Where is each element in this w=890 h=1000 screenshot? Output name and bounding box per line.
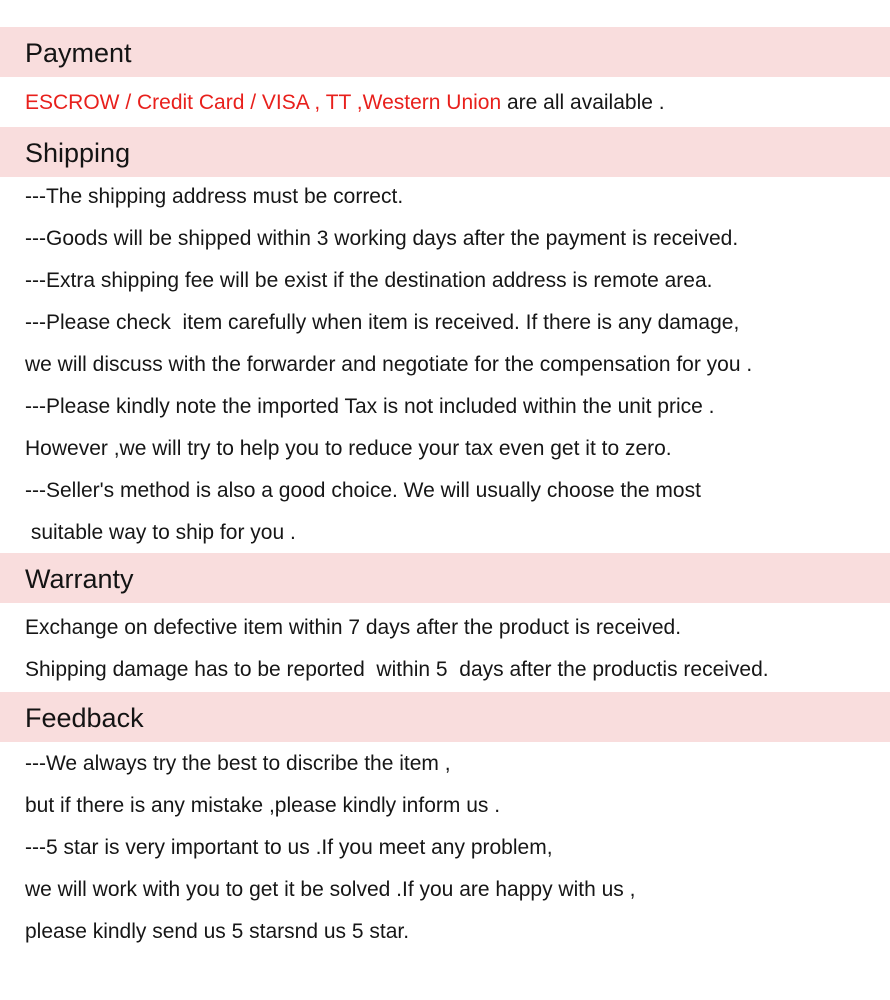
payment-availability: are all available . xyxy=(501,91,665,114)
warranty-title: Warranty xyxy=(25,564,134,594)
warranty-section-header xyxy=(0,553,890,603)
feedback-title: Feedback xyxy=(25,703,144,733)
shipping-section-header xyxy=(0,127,890,177)
shipping-line: ---Please kindly note the imported Tax is not included within the unit price . xyxy=(25,395,715,418)
feedback-line: please kindly send us 5 starsnd us 5 star. xyxy=(25,920,410,943)
shipping-line: suitable way to ship for you . xyxy=(25,521,296,544)
shipping-line: ---Extra shipping fee will be exist if the destination address is remote area. xyxy=(25,269,713,292)
shipping-line: ---Goods will be shipped within 3 working days after the payment is received. xyxy=(25,227,739,250)
shipping-line: ---Please check item carefully when item is received. If there is any damage, xyxy=(25,311,740,334)
shipping-line: ---Seller's method is also a good choice. We will usually choose the most xyxy=(25,479,701,502)
payment-methods: ESCROW / Credit Card / VISA , TT ,Western Union xyxy=(25,91,502,114)
shipping-line: ---The shipping address must be correct. xyxy=(25,185,404,208)
shipping-title: Shipping xyxy=(25,138,131,168)
warranty-line: Exchange on defective item within 7 days after the product is received. xyxy=(25,616,682,639)
shipping-line: However ,we will try to help you to reduce your tax even get it to zero. xyxy=(25,437,672,460)
shipping-line: we will discuss with the forwarder and negotiate for the compensation for you . xyxy=(25,353,753,376)
feedback-line: ---We always try the best to discribe the item , xyxy=(25,752,451,775)
feedback-section-header xyxy=(0,692,890,742)
feedback-line: we will work with you to get it be solved .If you are happy with us , xyxy=(25,878,636,901)
payment-methods-line xyxy=(25,89,665,117)
warranty-line: Shipping damage has to be reported within 5 days after the productis received. xyxy=(25,658,769,681)
feedback-line: ---5 star is very important to us .If you meet any problem, xyxy=(25,836,553,859)
payment-title: Payment xyxy=(25,38,132,68)
feedback-line: but if there is any mistake ,please kindly inform us . xyxy=(25,794,501,817)
payment-section-header xyxy=(0,27,890,77)
